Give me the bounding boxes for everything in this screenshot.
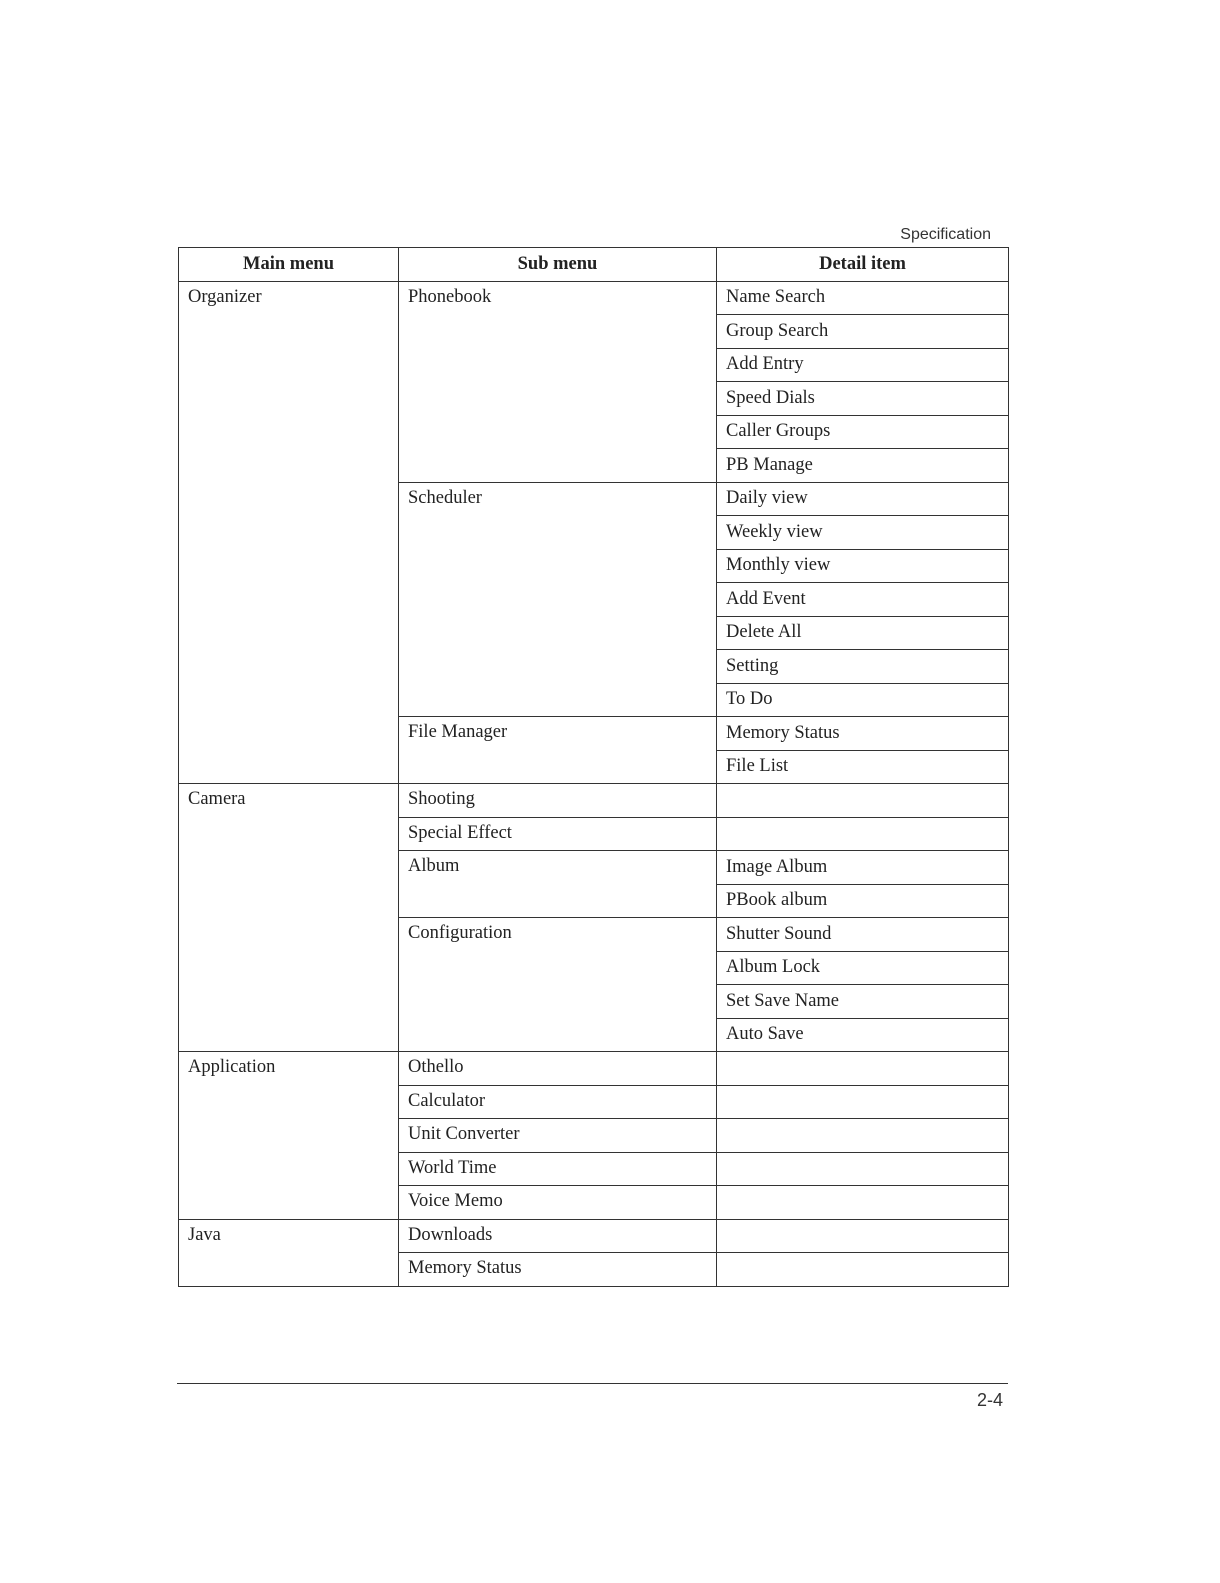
detail-item-cell [717,817,1009,851]
header-detail-item: Detail item [717,248,1009,282]
detail-item-cell: Caller Groups [717,415,1009,449]
detail-item-cell: Set Save Name [717,985,1009,1019]
detail-item-cell: Auto Save [717,1018,1009,1052]
main-menu-cell: Camera [179,784,399,1052]
main-menu-cell: Application [179,1052,399,1220]
detail-item-cell [717,1052,1009,1086]
detail-item-cell [717,1186,1009,1220]
header-sub-menu: Sub menu [399,248,717,282]
detail-item-cell [717,1253,1009,1287]
sub-menu-cell: Phonebook [399,281,717,482]
sub-menu-cell: Memory Status [399,1253,717,1287]
sub-menu-cell: Scheduler [399,482,717,717]
sub-menu-cell: Special Effect [399,817,717,851]
table-row [179,1052,1009,1086]
detail-item-cell: To Do [717,683,1009,717]
page-number: 2-4 [976,1390,1003,1410]
detail-item-cell [717,1219,1009,1253]
detail-item-cell: Weekly view [717,516,1009,550]
sub-menu-cell: Configuration [399,918,717,1052]
sub-menu-cell: Calculator [399,1085,717,1119]
detail-item-cell: Delete All [717,616,1009,650]
sub-menu-cell: Voice Memo [399,1186,717,1220]
sub-menu-cell: Unit Converter [399,1119,717,1153]
sub-menu-cell: Othello [399,1052,717,1086]
detail-item-cell: Speed Dials [717,382,1009,416]
menu-spec-table [178,247,1009,1287]
detail-item-cell: Shutter Sound [717,918,1009,952]
detail-item-cell: Name Search [717,281,1009,315]
detail-item-cell [717,1119,1009,1153]
detail-item-cell: PBook album [717,884,1009,918]
main-menu-cell: Java [179,1219,399,1286]
sub-menu-cell: Album [399,851,717,918]
footer-rule [177,1383,1008,1384]
detail-item-cell: Memory Status [717,717,1009,751]
detail-item-cell: Album Lock [717,951,1009,985]
detail-item-cell: Add Event [717,583,1009,617]
detail-item-cell: Daily view [717,482,1009,516]
sub-menu-cell: Downloads [399,1219,717,1253]
detail-item-cell: Image Album [717,851,1009,885]
sub-menu-cell: File Manager [399,717,717,784]
table-row [179,281,1009,315]
detail-item-cell: Add Entry [717,348,1009,382]
detail-item-cell: File List [717,750,1009,784]
detail-item-cell: PB Manage [717,449,1009,483]
detail-item-cell [717,1152,1009,1186]
detail-item-cell: Monthly view [717,549,1009,583]
detail-item-cell: Group Search [717,315,1009,349]
sub-menu-cell: Shooting [399,784,717,818]
main-menu-cell: Organizer [179,281,399,784]
header-main-menu: Main menu [179,248,399,282]
table-body [179,281,1009,1286]
table-header-row [179,248,1009,282]
table-row [179,1219,1009,1253]
sub-menu-cell: World Time [399,1152,717,1186]
detail-item-cell [717,1085,1009,1119]
table-row [179,784,1009,818]
detail-item-cell: Setting [717,650,1009,684]
section-label: Specification [900,226,991,243]
detail-item-cell [717,784,1009,818]
